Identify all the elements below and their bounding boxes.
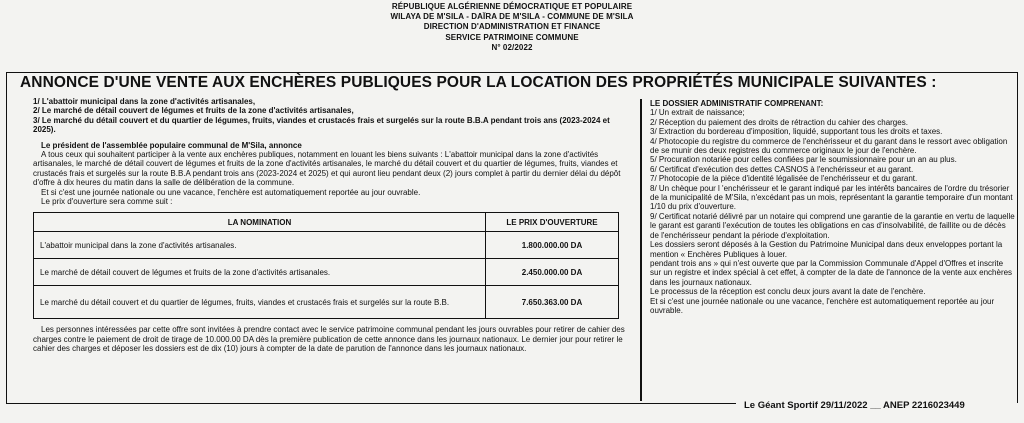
table-row bbox=[34, 259, 619, 286]
dossier-item: 5/ Procuration notariée pour celles confiées par le soumissionnaire pour un an au plus. bbox=[650, 155, 957, 165]
dossier-item: 4/ Photocopie du registre du commerce de l'enchérisseur et du garant dans le ressort avec obligation de se munir des deux registres du commerce originaux le jour de l'enchère. bbox=[650, 136, 1008, 156]
commission-note: pendant trois ans » qui n'est ouverte que par la Commission Communale d'Appel d'Offres et inscrite sur un registre et index spécial à cet effet, à compter de la date de l'annonce de la vente aux enchères dans les journaux nationaux. bbox=[650, 258, 1013, 287]
president-announcement: Le président de l'assemblée populaire communal de M'Sila, annonce bbox=[41, 140, 302, 150]
price-cell: 1.800.000.00 DA bbox=[486, 232, 619, 259]
deposit-note: Les dossiers seront déposés à la Gestion du Patrimoine Municipal dans deux enveloppes portant la mention « Enchères Publiques à louer. bbox=[650, 240, 1003, 259]
dossier-item: 7/ Photocopie de la pièce d'identité légalisée de l'enchérisseur et du garant. bbox=[650, 174, 918, 184]
dossier-item: 3/ Extraction du bordereau d'imposition, liquidé, supportant tous les droits et taxes. bbox=[650, 127, 943, 137]
property-item: 2/ Le marché de détail couvert de légumes et fruits de la zone d'activités artisanales, bbox=[33, 106, 354, 116]
nomination-cell: Le marché du détail couvert et du quartier de légumes, fruits, viandes et crustacés frais et surgelés sur la route B.B. bbox=[34, 286, 486, 319]
right-column bbox=[650, 99, 1016, 315]
dossier-item: 6/ Certificat d'exécution des dettes CASNOS à l'enchérisseur et au garant. bbox=[650, 164, 914, 174]
table-row bbox=[34, 286, 619, 319]
nomination-cell: Le marché de détail couvert de légumes et fruits de la zone d'activités artisanales. bbox=[34, 259, 486, 286]
price-intro: Le prix d'ouverture sera comme suit : bbox=[41, 197, 173, 207]
dossier-title: LE DOSSIER ADMINISTRATIF COMPRENANT: bbox=[650, 99, 824, 108]
price-cell: 7.650.363.00 DA bbox=[486, 286, 619, 319]
column-header-price: LE PRIX D'OUVERTURE bbox=[486, 213, 619, 232]
header-republic: RÉPUBLIQUE ALGÉRIENNE DÉMOCRATIQUE ET POPULAIRE bbox=[391, 2, 633, 11]
publication-credit: Le Géant Sportif 29/11/2022 __ ANEP 2216023449 bbox=[744, 400, 965, 411]
dossier-item: 9/ Certificat notarié délivré par un notaire qui comprend une garantie de la garantie en vertu de laquelle le garant est garanti l'exécution de toutes les obligations en cas d'insolvabilité, de faillite ou de décès de l'enchérisseur pendant la période d'exploitation. bbox=[650, 211, 1015, 240]
nomination-cell: L'abattoir municipal dans la zone d'activités artisanales. bbox=[34, 232, 486, 259]
column-header-nomination: LA NOMINATION bbox=[34, 213, 486, 232]
table-row bbox=[34, 232, 619, 259]
price-table bbox=[33, 212, 619, 319]
table-header-row bbox=[34, 213, 619, 232]
price-cell: 2.450.000.00 DA bbox=[486, 259, 619, 286]
announcement-title: ANNONCE D'UNE VENTE AUX ENCHÈRES PUBLIQUES POUR LA LOCATION DES PROPRIÉTÉS MUNICIPALE SUIVANTES : bbox=[20, 74, 937, 91]
holiday-note: Et si c'est une journée nationale ou une vacance, l'enchère est automatiquement reportée au jour ouvrable. bbox=[41, 187, 421, 197]
property-item: 3/ Le marché du détail couvert et du quartier de légumes, fruits, viandes et crustacés frais et surgelés sur la route B.B.A pendant trois ans (2023-2024 et 2025). bbox=[33, 115, 610, 135]
header-wilaya: WILAYA DE M'SILA - DAÏRA DE M'SILA - COMMUNE DE M'SILA bbox=[390, 12, 634, 22]
dossier-item: 8/ Un chèque pour l 'enchérisseur et le garant indiqué par les intérêts bancaires de l'ordre du trésorier de la municipalité de M'Sila, n'excédant pas un mois, représentant la garantie temporaire d'un montant 1/10 du prix d'ouverture. bbox=[650, 183, 1013, 212]
property-item: 1/ L'abattoir municipal dans la zone d'activités artisanales, bbox=[33, 97, 256, 106]
column-divider bbox=[640, 99, 642, 401]
header-number: N° 02/2022 bbox=[491, 42, 533, 52]
header-direction: DIRECTION D'ADMINISTRATION ET FINANCE bbox=[423, 22, 601, 32]
dossier-item: 1/ Un extrait de naissance; bbox=[650, 108, 745, 118]
closing-paragraph: Les personnes intéressées par cette offre sont invitées à prendre contact avec le service patrimoine communal pendant les jours ouvrables pour retirer de cahier des charges contre le paiement de droit de tirage de 10.000.00 DA dès la première publication de cette annonce dans les journaux nationaux. Le dernier jour pour retirer le cahier des charges et déposer les dossiers est de dix (10) jours à compter de la date de parution de l'annonce dans les journaux nationaux. bbox=[33, 325, 625, 354]
header-service: SERVICE PATRIMOINE COMMUNE bbox=[445, 32, 579, 42]
intro-paragraph: A tous ceux qui souhaitent participer à la vente aux enchères publiques, notamment en louant les biens suivants : L'abattoir municipal dans la zone d'activités artisanales, le marché de détail couvert de légumes et fruits de la zone d'activités artisanales, le marché du détail couvert et du quartier de légumes, fruits, viandes et crustacés frais et surgelés sur la route B.B.A pendant trois ans (2023-2024 et 2025) et qui auront lieu pendant deux (2) jours complet à partir du dernier délai du dépôt d'offre à dix heures du matin dans la salle de délibération de la commune. bbox=[33, 150, 621, 188]
process-note: Le processus de la réception est conclu deux jours avant la date de l'enchère. bbox=[650, 287, 926, 297]
holiday-note-right: Et si c'est une journée nationale ou une vacance, l'enchère est automatiquement reportée au jour ouvrable. bbox=[650, 296, 995, 315]
footer-rule bbox=[6, 403, 736, 404]
dossier-item: 2/ Réception du paiement des droits de rétraction du cahier des charges. bbox=[650, 117, 908, 127]
left-column bbox=[33, 97, 631, 354]
property-list bbox=[33, 97, 631, 135]
masthead bbox=[0, 2, 1024, 53]
